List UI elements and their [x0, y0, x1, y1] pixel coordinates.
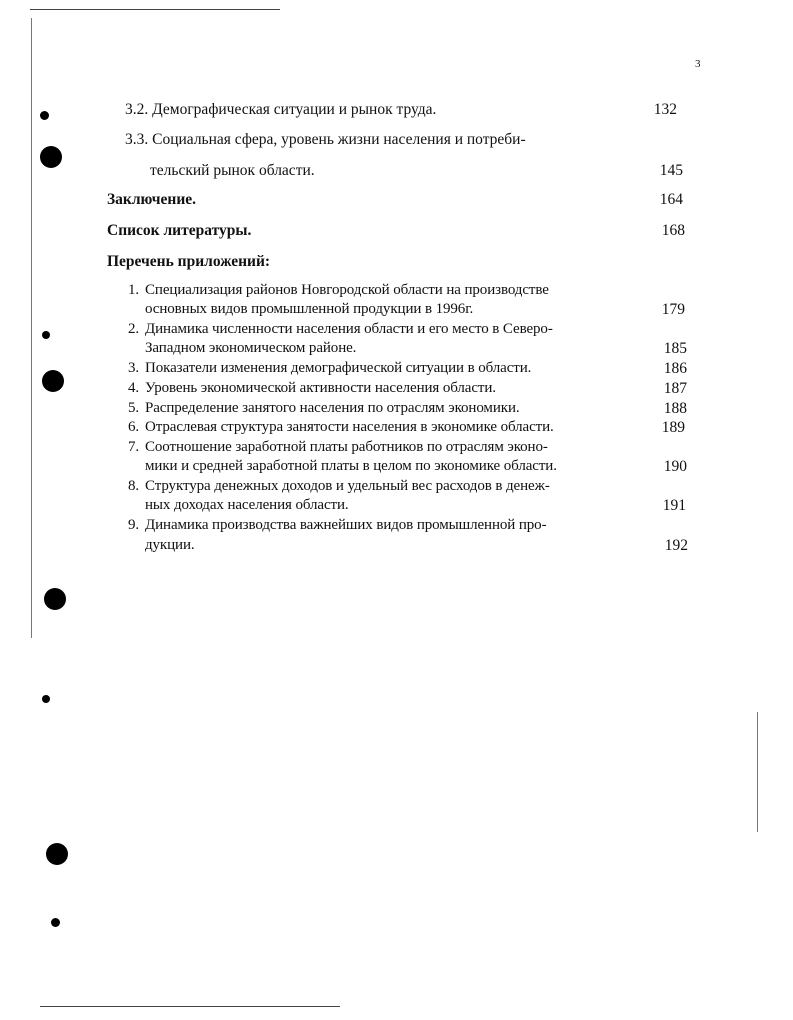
appendix-9-line1: Динамика производства важнейших видов промышленной про-	[145, 517, 547, 533]
scan-edge-right	[757, 712, 758, 832]
binder-hole	[42, 331, 50, 339]
appendix-9-line2: дукции.	[145, 537, 195, 553]
appendix-9-num: 9.	[128, 517, 140, 533]
appendix-6-line1: Отраслевая структура занятости населения в экономике области.	[145, 419, 554, 435]
appendix-2-page: 185	[663, 340, 687, 357]
toc-literature-page: 168	[661, 222, 685, 239]
appendix-7-page: 190	[663, 458, 687, 475]
appendix-7-line2: мики и средней заработной платы в целом по экономике области.	[145, 458, 557, 474]
appendix-8-line1: Структура денежных доходов и удельный вес расходов в денеж-	[145, 478, 550, 494]
scan-edge-left	[31, 18, 32, 638]
appendix-2-line2: Западном экономическом районе.	[145, 340, 357, 356]
appendix-1-num: 1.	[128, 282, 140, 298]
binder-hole	[40, 111, 49, 120]
appendix-5-num: 5.	[128, 400, 140, 416]
appendix-8-num: 8.	[128, 478, 140, 494]
appendix-8-line2: ных доходах населения области.	[145, 497, 349, 513]
appendix-1-page: 179	[661, 301, 685, 318]
appendix-4-num: 4.	[128, 380, 140, 396]
binder-hole	[42, 370, 64, 392]
binder-hole	[40, 146, 62, 168]
toc-conclusion-page: 164	[659, 191, 683, 208]
appendix-8-page: 191	[662, 497, 686, 514]
toc-section-3-2: 3.2. Демографическая ситуации и рынок труда.	[125, 101, 437, 118]
appendix-1-line1: Специализация районов Новгородской области на производстве	[145, 282, 549, 298]
appendix-5-page: 188	[663, 400, 687, 417]
appendix-4-page: 187	[663, 380, 687, 397]
appendix-2-num: 2.	[128, 321, 140, 337]
toc-section-3-3: 3.3. Социальная сфера, уровень жизни населения и потреби-	[125, 131, 526, 148]
appendix-7-num: 7.	[128, 439, 140, 455]
appendix-3-num: 3.	[128, 360, 140, 376]
toc-section-3-2-page: 132	[653, 101, 677, 118]
binder-hole	[46, 843, 68, 865]
appendix-5-line1: Распределение занятого населения по отраслям экономики.	[145, 400, 520, 416]
appendix-3-page: 186	[663, 360, 687, 377]
binder-hole	[44, 588, 66, 610]
appendix-4-line1: Уровень экономической активности населения области.	[145, 380, 496, 396]
appendix-7-line1: Соотношение заработной платы работников по отраслям эконо-	[145, 439, 548, 455]
binder-hole	[42, 695, 50, 703]
appendix-6-page: 189	[661, 419, 685, 436]
toc-appendix-heading: Перечень приложений:	[107, 253, 271, 270]
page-number: 3	[695, 58, 701, 70]
appendix-1-line2: основных видов промышленной продукции в 1996г.	[145, 301, 474, 317]
binder-hole	[51, 918, 60, 927]
scan-edge-bottom	[40, 1006, 340, 1007]
toc-conclusion: Заключение.	[107, 191, 197, 208]
scan-edge-top	[30, 9, 280, 10]
appendix-9-page: 192	[664, 537, 688, 554]
toc-literature: Список литературы.	[107, 222, 252, 239]
appendix-3-line1: Показатели изменения демографической ситуации в области.	[145, 360, 532, 376]
toc-section-3-3-page: 145	[659, 162, 683, 179]
appendix-6-num: 6.	[128, 419, 140, 435]
appendix-2-line1: Динамика численности населения области и его место в Северо-	[145, 321, 553, 337]
toc-section-3-3-cont: тельский рынок области.	[150, 162, 315, 179]
